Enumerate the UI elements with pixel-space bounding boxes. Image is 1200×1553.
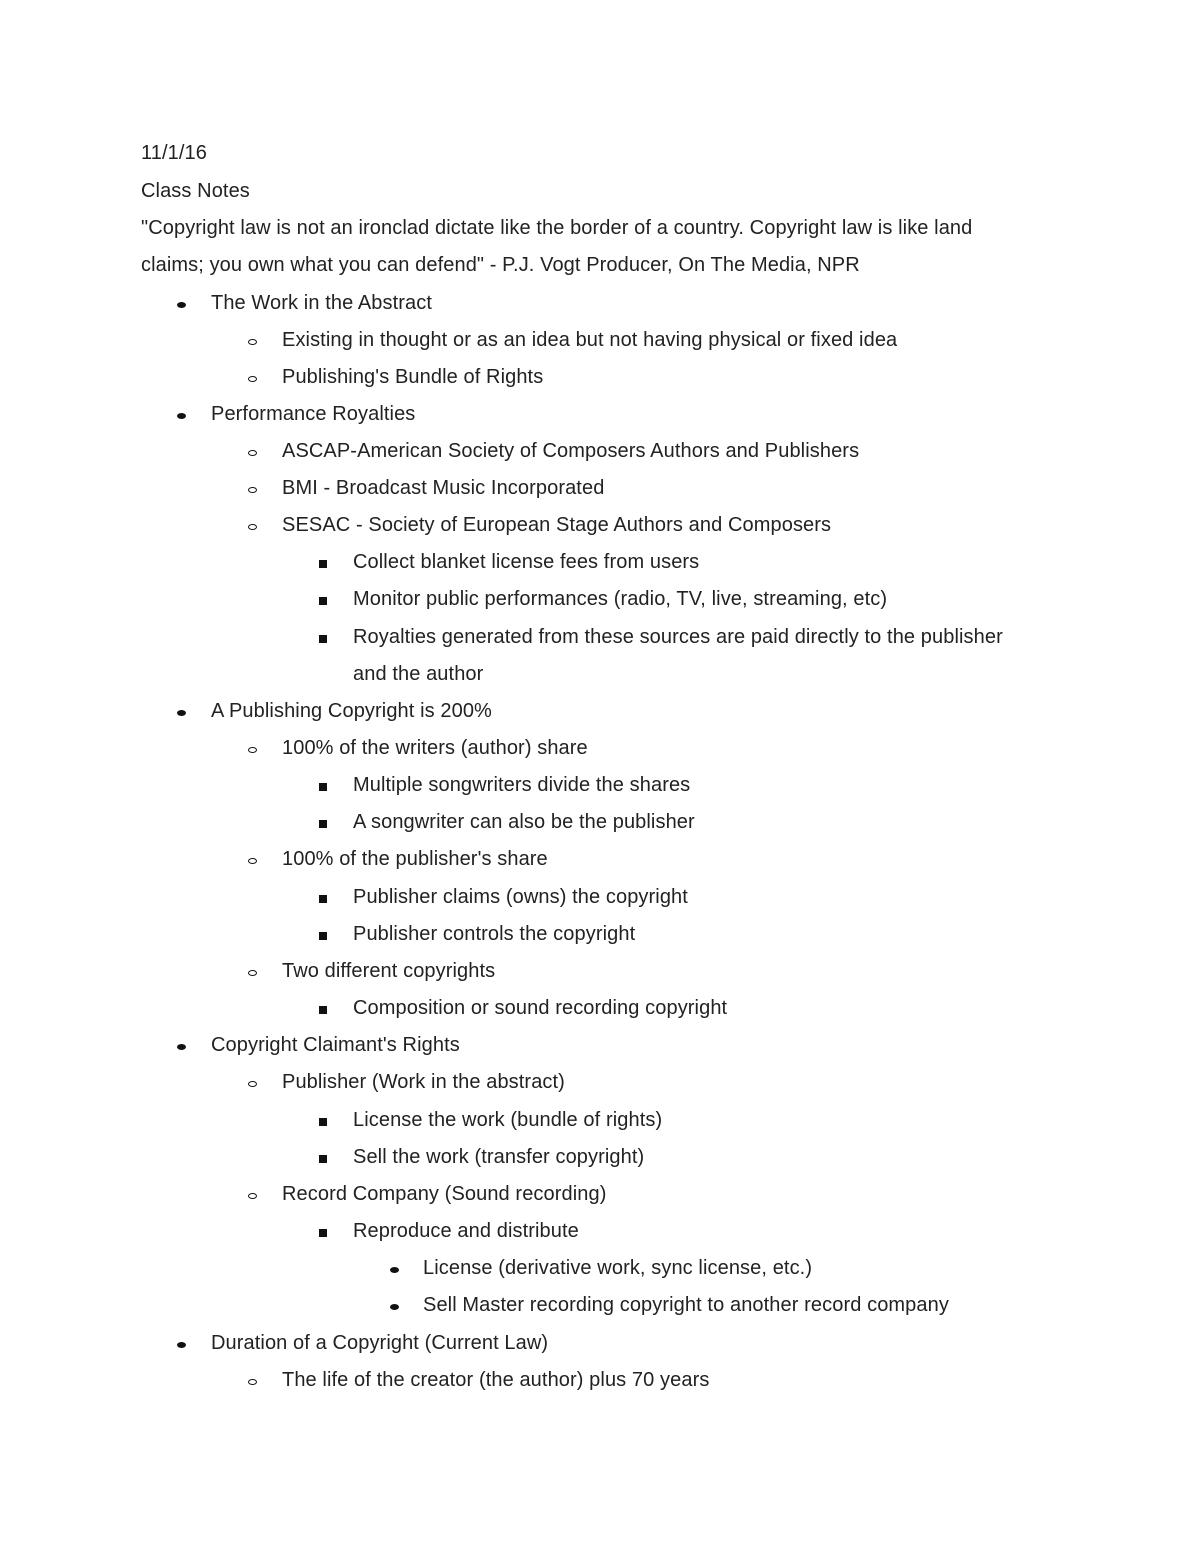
bullet-square-icon (319, 895, 327, 903)
bullet-square-icon (319, 635, 327, 643)
list-item: SESAC - Society of European Stage Authors and Composers (282, 514, 832, 536)
list-item: Publisher (Work in the abstract) (282, 1071, 565, 1093)
list-item: 100% of the writers (author) share (282, 737, 588, 759)
bullet-square-icon (319, 560, 327, 568)
list-item: License the work (bundle of rights) (353, 1109, 663, 1131)
bullet-square-icon (319, 932, 327, 940)
bullet-hollow-icon (248, 1081, 257, 1087)
bullet-square-icon (319, 1118, 327, 1126)
list-item: Record Company (Sound recording) (282, 1183, 607, 1205)
list-item: Reproduce and distribute (353, 1220, 579, 1242)
bullet-hollow-icon (248, 339, 257, 345)
bullet-hollow-icon (248, 376, 257, 382)
quote-line-1: "Copyright law is not an ironclad dictate like the border of a country. Copyright law is like land (141, 217, 973, 239)
list-item: Monitor public performances (radio, TV, live, streaming, etc) (353, 588, 888, 610)
list-item: Performance Royalties (211, 403, 416, 425)
bullet-filled-icon (177, 1044, 186, 1050)
bullet-filled-icon (390, 1267, 399, 1273)
bullet-hollow-icon (248, 524, 257, 530)
bullet-square-icon (319, 1006, 327, 1014)
list-item: A Publishing Copyright is 200% (211, 700, 492, 722)
list-item: Publishing's Bundle of Rights (282, 366, 544, 388)
list-item: Royalties generated from these sources are paid directly to the publisher (353, 626, 1003, 648)
list-item: Two different copyrights (282, 960, 496, 982)
bullet-hollow-icon (248, 970, 257, 976)
quote-line-2: claims; you own what you can defend" - P.J. Vogt Producer, On The Media, NPR (141, 254, 860, 276)
bullet-hollow-icon (248, 450, 257, 456)
list-item: Collect blanket license fees from users (353, 551, 700, 573)
list-item: Publisher controls the copyright (353, 923, 636, 945)
list-item: Composition or sound recording copyright (353, 997, 728, 1019)
bullet-square-icon (319, 597, 327, 605)
list-item: ASCAP-American Society of Composers Authors and Publishers (282, 440, 860, 462)
bullet-filled-icon (177, 1342, 186, 1348)
bullet-hollow-icon (248, 1193, 257, 1199)
date-line: 11/1/16 (141, 142, 207, 164)
list-item: The Work in the Abstract (211, 292, 433, 314)
list-item: Sell the work (transfer copyright) (353, 1146, 645, 1168)
list-item: Sell Master recording copyright to another record company (423, 1294, 949, 1316)
list-item: BMI - Broadcast Music Incorporated (282, 477, 605, 499)
bullet-filled-icon (177, 710, 186, 716)
bullet-filled-icon (177, 302, 186, 308)
list-item: Existing in thought or as an idea but not having physical or fixed idea (282, 329, 898, 351)
list-item: 100% of the publisher's share (282, 848, 548, 870)
bullet-hollow-icon (248, 487, 257, 493)
bullet-filled-icon (390, 1304, 399, 1310)
bullet-hollow-icon (248, 858, 257, 864)
bullet-square-icon (319, 783, 327, 791)
bullet-hollow-icon (248, 747, 257, 753)
list-item-continuation: and the author (353, 663, 484, 685)
list-item: Publisher claims (owns) the copyright (353, 886, 688, 908)
bullet-square-icon (319, 1229, 327, 1237)
page-title: Class Notes (141, 180, 250, 202)
list-item: License (derivative work, sync license, etc.) (423, 1257, 813, 1279)
list-item: Duration of a Copyright (Current Law) (211, 1332, 549, 1354)
list-item: The life of the creator (the author) plus 70 years (282, 1369, 710, 1391)
bullet-hollow-icon (248, 1379, 257, 1385)
bullet-filled-icon (177, 413, 186, 419)
list-item: A songwriter can also be the publisher (353, 811, 695, 833)
bullet-square-icon (319, 1155, 327, 1163)
list-item: Multiple songwriters divide the shares (353, 774, 691, 796)
list-item: Copyright Claimant's Rights (211, 1034, 460, 1056)
bullet-square-icon (319, 820, 327, 828)
